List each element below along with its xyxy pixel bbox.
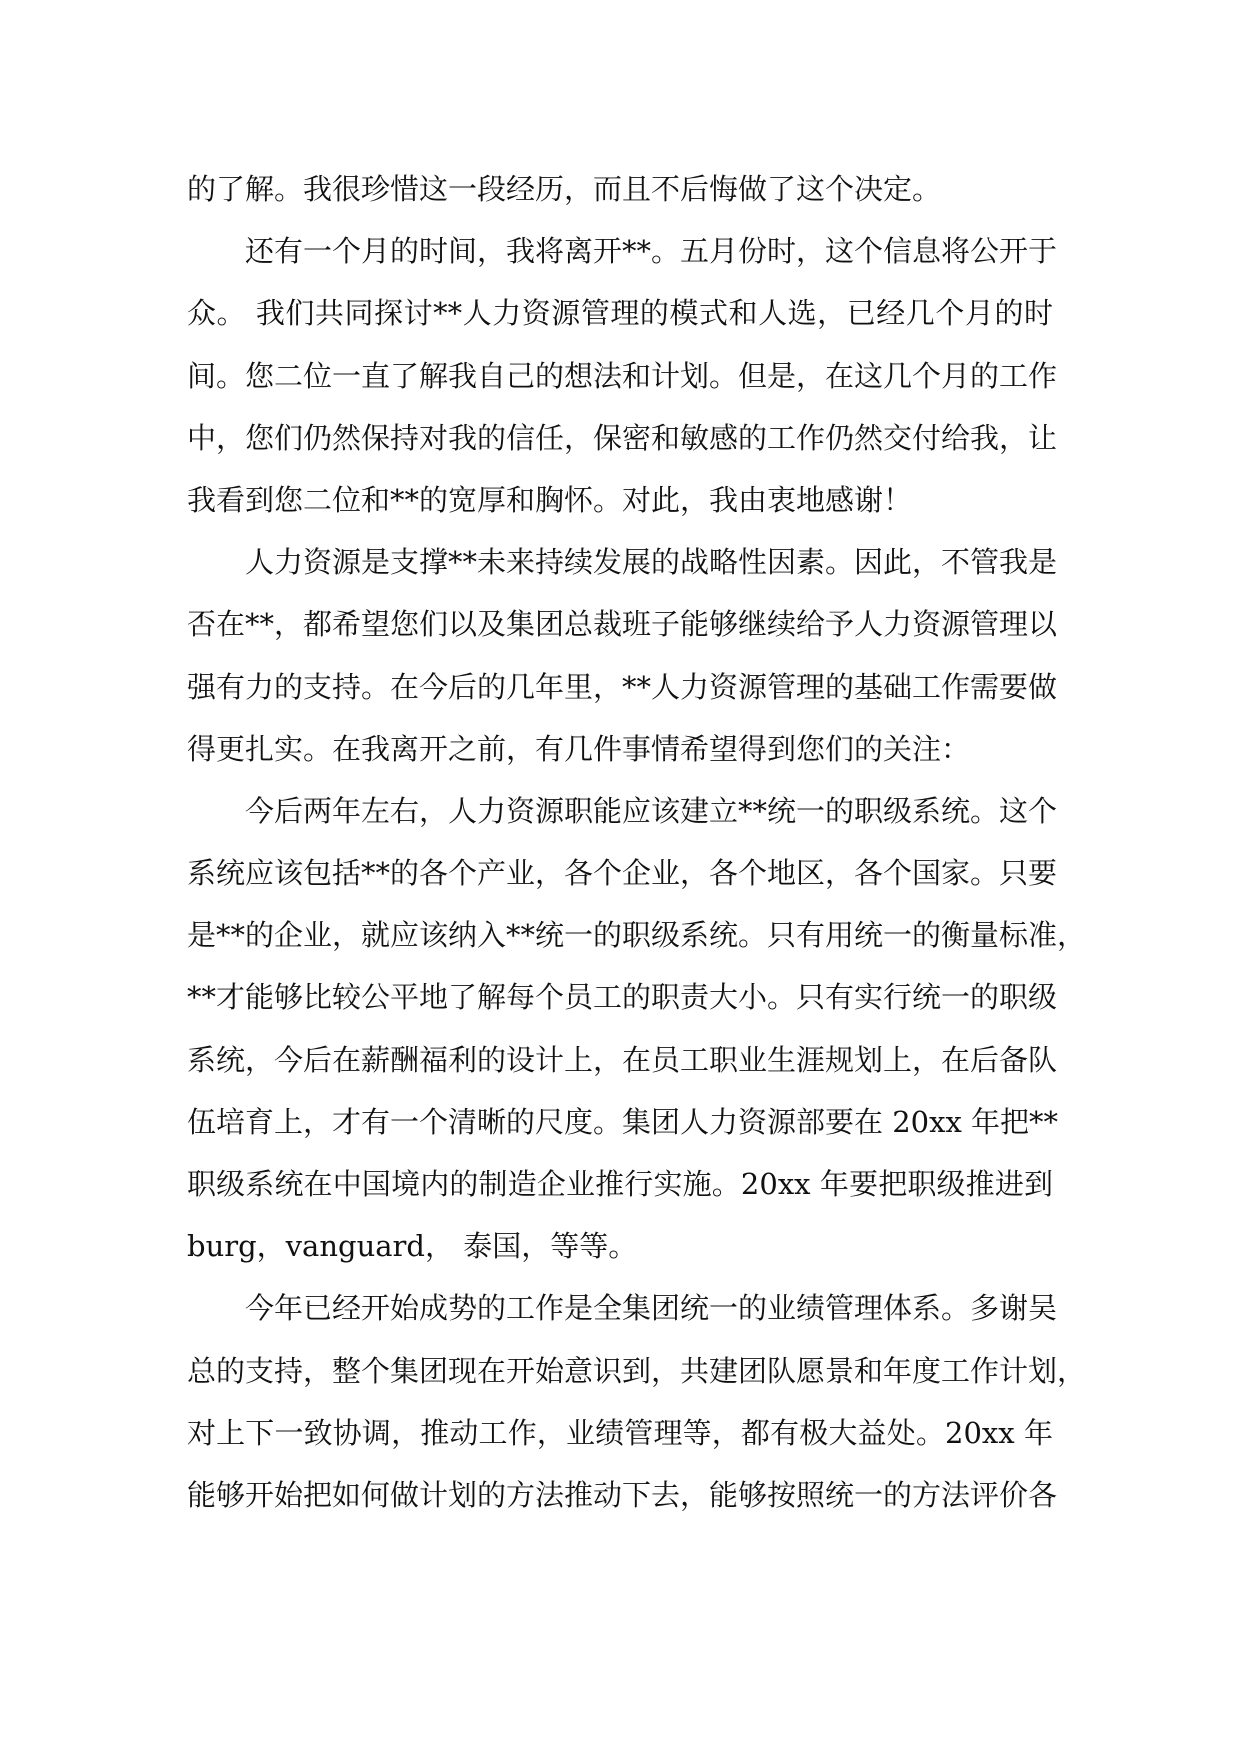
paragraph [187, 780, 1087, 1278]
text-line: 总的支持，整个集团现在开始意识到，共建团队愿景和年度工作计划， [187, 1353, 1087, 1388]
document-body [187, 158, 1087, 1526]
paragraph [187, 531, 1058, 780]
text-line: 伍培育上，才有一个清晰的尺度。集团人力资源部要在 20xx 年把** [187, 1104, 1059, 1139]
paragraph [187, 158, 1053, 220]
text-line: **才能够比较公平地了解每个员工的职责大小。只有实行统一的职级 [187, 980, 1058, 1015]
text-line: 职级系统在中国境内的制造企业推行实施。20xx 年要把职级推进到 [187, 1167, 1053, 1201]
paragraph [187, 220, 1058, 531]
text-line: 人力资源是支撑**未来持续发展的战略性因素。因此，不管我是 [245, 545, 1058, 580]
text-line: 对上下一致协调，推动工作，业绩管理等，都有极大益处。20xx 年 [187, 1415, 1053, 1450]
text-line: 今后两年左右，人力资源职能应该建立**统一的职级系统。这个 [245, 793, 1058, 828]
text-line: 系统，今后在薪酬福利的设计上，在员工职业生涯规划上，在后备队 [187, 1042, 1058, 1077]
text-line: 间。您二位一直了解我自己的想法和计划。但是，在这几个月的工作 [187, 358, 1058, 393]
text-line: 得更扎实。在我离开之前，有几件事情希望得到您们的关注： [187, 731, 971, 766]
paragraph [187, 1277, 1087, 1526]
text-line: 否在**，都希望您们以及集团总裁班子能够继续给予人力资源管理以 [187, 607, 1058, 642]
text-line: 今年已经开始成势的工作是全集团统一的业绩管理体系。多谢吴 [245, 1291, 1058, 1326]
text-line: 的了解。我很珍惜这一段经历，而且不后悔做了这个决定。 [187, 172, 942, 206]
text-line: burg，vanguard， 泰国，等等。 [187, 1229, 638, 1264]
text-line: 中，您们仍然保持对我的信任，保密和敏感的工作仍然交付给我，让 [187, 420, 1058, 455]
text-line: 还有一个月的时间，我将离开**。五月份时，这个信息将公开于 [245, 234, 1058, 269]
text-line: 我看到您二位和**的宽厚和胸怀。对此，我由衷地感谢！ [187, 482, 913, 517]
text-line: 强有力的支持。在今后的几年里，**人力资源管理的基础工作需要做 [187, 669, 1058, 704]
text-line: 是**的企业，就应该纳入**统一的职级系统。只有用统一的衡量标准， [187, 918, 1087, 953]
text-line: 系统应该包括**的各个产业，各个企业，各个地区，各个国家。只要 [187, 856, 1058, 891]
text-line: 能够开始把如何做计划的方法推动下去，能够按照统一的方法评价各 [187, 1477, 1058, 1512]
text-line: 众。 我们共同探讨**人力资源管理的模式和人选，已经几个月的时 [187, 296, 1053, 331]
